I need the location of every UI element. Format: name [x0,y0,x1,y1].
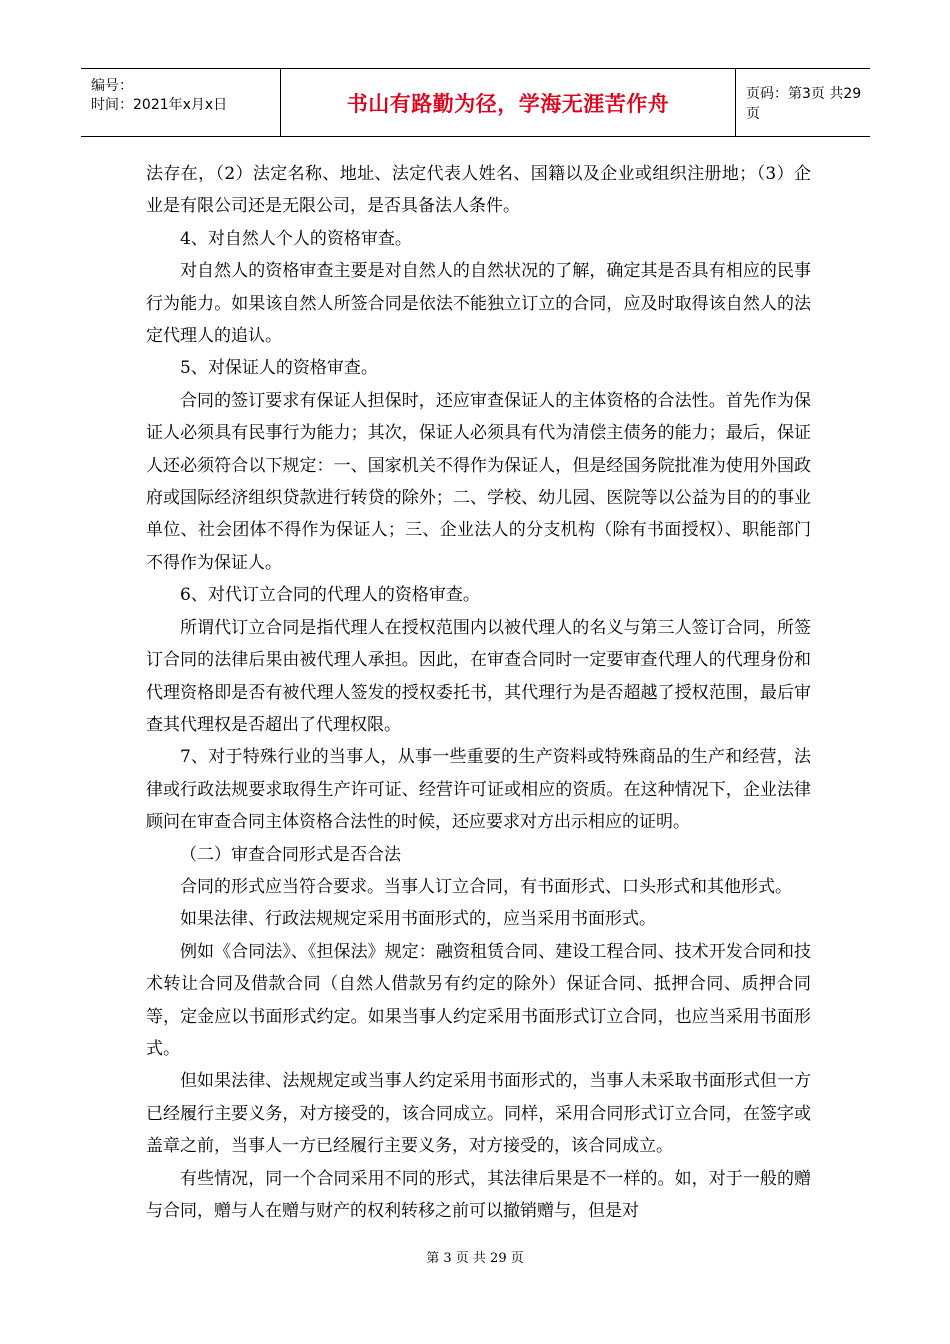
paragraph: 6、对代订立合同的代理人的资格审查。 [180,585,480,606]
page-code: 页码：第3页 共29页 [746,85,862,122]
paragraph: 有些情况，同一个合同采用不同的形式，其法律后果是不一样的。如，对于一般的赠与合同，赠与人在赠与财产的权利转移之前可以撤销赠与，但是对 [146,1168,811,1221]
document-header [81,68,870,137]
paragraph: 合同的形式应当符合要求。当事人订立合同，有书面形式、口头形式和其他形式。 [180,876,792,897]
section-heading: （二）审查合同形式是否合法 [180,844,401,865]
header-info-cell [81,69,281,136]
paragraph: 如果法律、行政法规规定采用书面形式的，应当采用书面形式。 [180,909,656,930]
paragraph: 但如果法律、法规规定或当事人约定采用书面形式的，当事人未采取书面形式但一方已经履行主要义务，对方接受的，该合同成立。同样，采用合同形式订立合同，在签字或盖章之前，当事人一方已经履行主要义务，对方接受的，该合同成立。 [146,1071,811,1157]
paragraph: 所谓代订立合同是指代理人在授权范围内以被代理人的名义与第三人签订合同，所签订合同的法律后果由被代理人承担。因此，在审查合同时一定要审查代理人的代理身份和代理资格即是否有被代理人签发的授权委托书，其代理行为是否超越了授权范围，最后审查其代理权是否超出了代理权限。 [146,617,811,735]
page-footer: 第 3 页 共 29 页 [426,1251,524,1266]
paragraph: 对自然人的资格审查主要是对自然人的自然状况的了解，确定其是否具有相应的民事行为能力。如果该自然人所签合同是依法不能独立订立的合同，应及时取得该自然人的法定代理人的追认。 [146,261,811,347]
paragraph: 法存在，（2）法定名称、地址、法定代表人姓名、国籍以及企业或组织注册地；（3）企业是有限公司还是无限公司，是否具备法人条件。 [146,164,811,217]
paragraph: 例如《合同法》、《担保法》规定：融资租赁合同、建设工程合同、技术开发合同和技术转让合同及借款合同（自然人借款另有约定的除外）保证合同、抵押合同、质押合同等，定金应以书面形式约定。如果当事人约定采用书面形式订立合同，也应当采用书面形式。 [146,941,811,1059]
paragraph: 7、对于特殊行业的当事人，从事一些重要的生产资料或特殊商品的生产和经营，法律或行政法规要求取得生产许可证、经营许可证或相应的资质。在这种情况下，企业法律顾问在审查合同主体资格合法性的时候，还应要求对方出示相应的证明。 [146,747,811,833]
header-motto-cell [281,69,736,136]
paragraph: 4、对自然人个人的资格审查。 [180,228,412,249]
paragraph: 合同的签订要求有保证人担保时，还应审查保证人的主体资格的合法性。首先作为保证人必须具有民事行为能力；其次，保证人必须具有代为清偿主债务的能力；最后，保证人还必须符合以下规定：一、国家机关不得作为保证人，但是经国务院批准为使用外国政府或国际经济组织贷款进行转贷的除外；二、学校、幼儿园、医院等以公益为目的的事业单位、社会团体不得作为保证人；三、企业法人的分支机构（除有书面授权）、职能部门不得作为保证人。 [146,390,811,573]
paragraph: 5、对保证人的资格审查。 [180,358,378,379]
document-time: 时间：2021年x月x日 [91,97,228,113]
header-page-cell [736,69,870,136]
motto-text: 书山有路勤为径，学海无涯苦作舟 [346,91,670,116]
document-body [146,158,811,1227]
document-number-label: 编号： [91,78,133,94]
